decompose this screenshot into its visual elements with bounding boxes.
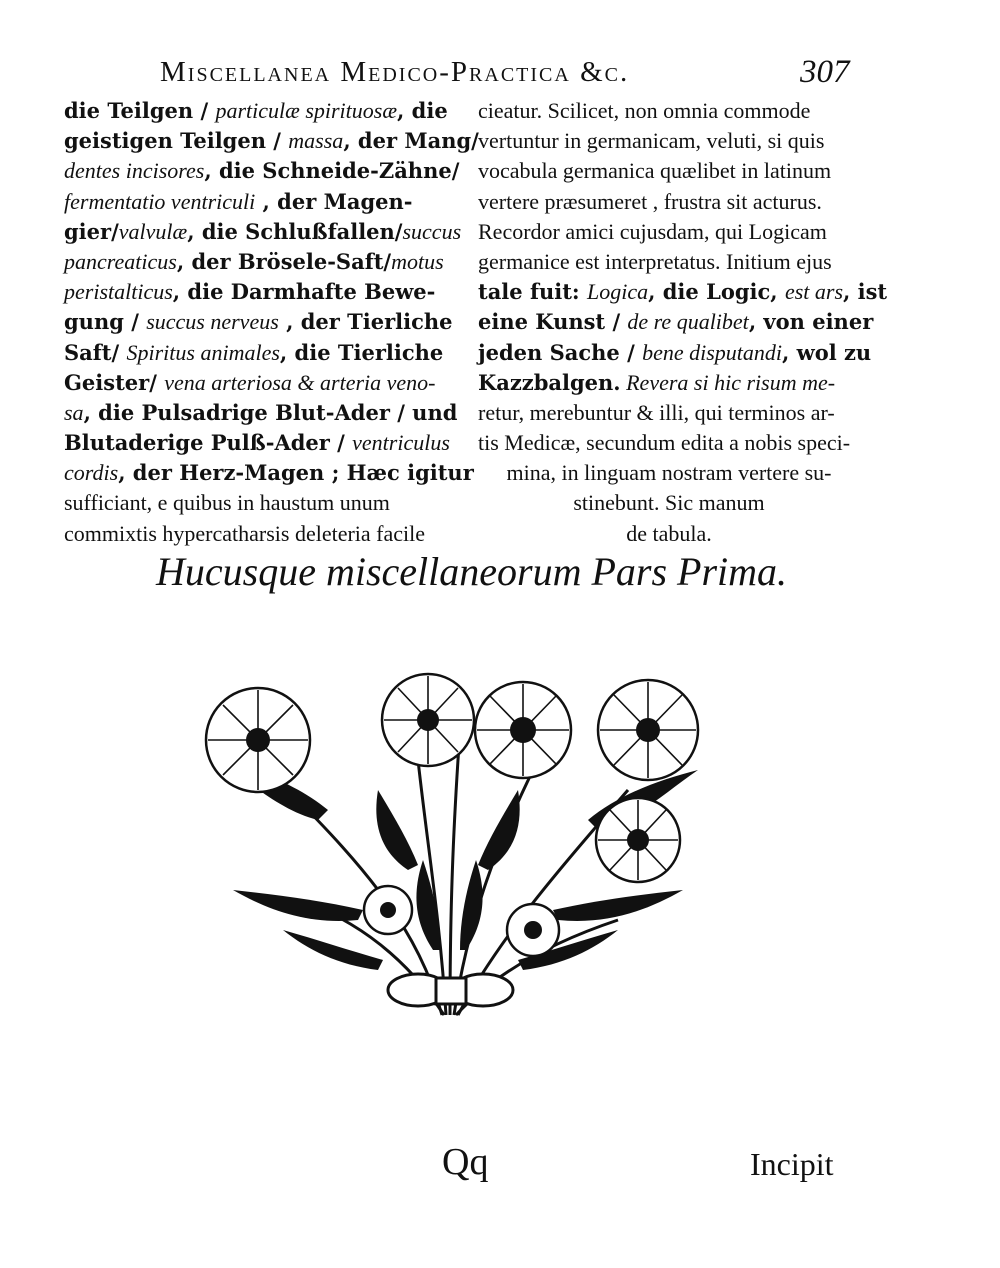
text-segment: , die Darmhafte Bewe- — [172, 279, 436, 305]
text-segment: , wol zu — [782, 339, 872, 365]
text-line — [64, 398, 464, 428]
text-segment: valvulæ — [118, 218, 188, 244]
text-line — [64, 428, 464, 458]
text-segment: Saft/ — [64, 339, 127, 365]
text-segment: geistigen Teilgen / — [64, 128, 289, 154]
text-line — [478, 156, 860, 186]
catchword: Incipit — [750, 1146, 834, 1182]
text-line — [478, 368, 860, 398]
text-segment: succus nerveus — [146, 309, 279, 335]
text-segment: eine Kunst / — [478, 309, 628, 335]
text-line — [478, 488, 860, 518]
text-segment: , die Logic, — [648, 279, 785, 305]
text-line — [64, 368, 464, 398]
text-segment: , der Tierliche — [278, 309, 453, 335]
text-line — [64, 187, 464, 217]
text-segment: pancreaticus — [64, 248, 177, 274]
text-segment: jeden Sache / — [478, 339, 643, 365]
text-line — [64, 519, 464, 549]
text-segment: sa — [64, 399, 84, 425]
text-line — [64, 277, 464, 307]
text-line — [478, 307, 874, 337]
text-segment: tis Medicæ, secundum edita a nobis speci- — [478, 430, 851, 456]
signature-mark: Qq — [442, 1141, 489, 1183]
text-line — [64, 307, 464, 337]
text-segment: vocabula germanica quælibet in latinum — [478, 158, 832, 184]
text-segment: , die Pulsadrige Blut-Ader / und — [83, 399, 458, 425]
text-line — [64, 458, 474, 488]
text-segment: stinebunt. Sic manum — [573, 490, 765, 516]
text-segment: motus — [391, 248, 444, 274]
text-segment: , die Tierliche — [279, 339, 444, 365]
text-line — [478, 398, 860, 428]
text-segment: de re qualibet — [627, 309, 749, 335]
text-segment: , ist — [843, 279, 888, 305]
text-segment: est ars — [784, 279, 843, 305]
text-segment: mina, in linguam nostram vertere su- — [506, 460, 832, 486]
text-line — [64, 338, 464, 368]
text-segment: , die — [397, 98, 448, 123]
text-segment: ventriculus — [352, 430, 450, 456]
text-line — [64, 96, 464, 126]
text-segment: sufficiant, e quibus in haustum unum — [64, 490, 390, 516]
floral-bouquet-woodcut-icon — [178, 670, 724, 1038]
text-line — [478, 96, 860, 126]
text-segment: Geister/ — [64, 369, 165, 395]
text-segment: particulæ spirituosæ — [215, 98, 398, 123]
text-line — [478, 458, 860, 488]
text-segment: , der Mang/ — [343, 128, 479, 154]
text-line — [478, 519, 860, 549]
text-segment: de tabula. — [626, 520, 712, 546]
text-segment: retur, merebuntur & illi, qui terminos ar- — [478, 399, 835, 425]
text-line — [478, 217, 860, 247]
text-segment: cieatur. Scilicet, non omnia commode — [478, 98, 811, 123]
text-segment: , die Schneide-Zähne/ — [204, 158, 460, 184]
text-segment: gier/ — [64, 218, 119, 244]
text-line — [478, 338, 872, 368]
text-segment: dentes incisores — [64, 158, 205, 184]
text-segment: vertere præsumeret , frustra sit acturus. — [478, 188, 822, 214]
text-segment: bene disputandi — [642, 339, 782, 365]
text-segment: Revera si hic risum me- — [620, 369, 836, 395]
text-line — [64, 126, 479, 156]
text-segment: peristalticus — [64, 279, 173, 305]
text-segment: Kazzbalgen. — [478, 369, 621, 395]
text-segment: , die Schlußfallen/ — [187, 218, 403, 244]
text-segment: cordis — [64, 460, 119, 486]
text-segment: , der Magen- — [255, 188, 413, 214]
text-line — [478, 126, 860, 156]
text-line — [478, 277, 888, 307]
running-head-title: Miscellanea Medico-Practica &c. — [160, 56, 630, 88]
text-segment: tale fuit: — [478, 279, 587, 305]
text-segment: germanice est interpretatus. Initium ejus — [478, 248, 832, 274]
text-segment: massa — [288, 128, 344, 154]
text-segment: Spiritus animales — [126, 339, 280, 365]
text-line — [64, 488, 464, 518]
right-text-column — [478, 96, 888, 549]
text-segment: Recordor amici cujusdam, qui Logicam — [478, 218, 827, 244]
left-text-column — [64, 96, 479, 549]
text-segment: fermentatio ventriculi — [64, 188, 256, 214]
section-end-heading: Hucusque miscellaneorum Pars Prima. — [156, 549, 788, 594]
page-number: 307 — [800, 54, 850, 90]
text-segment: vena arteriosa & arteria veno- — [164, 369, 436, 395]
text-segment: die Teilgen / — [64, 98, 216, 123]
text-line — [478, 428, 860, 458]
text-segment: vertuntur in germanicam, veluti, si quis — [478, 128, 825, 154]
text-segment: gung / — [64, 309, 147, 335]
text-segment: Blutaderige Pulß-Ader / — [64, 430, 353, 456]
text-line — [478, 187, 860, 217]
text-segment: , der Brösele-Saft/ — [176, 248, 392, 274]
text-segment: succus — [402, 218, 462, 244]
text-segment: Logica — [587, 279, 649, 305]
text-segment: commixtis hypercatharsis deleteria facile — [64, 520, 426, 546]
text-segment: , von einer — [748, 309, 874, 335]
text-line — [64, 217, 464, 247]
text-segment: , der Herz-Magen ; Hæc igitur — [118, 460, 474, 486]
text-line — [64, 156, 464, 186]
text-line — [478, 247, 860, 277]
text-line — [64, 247, 464, 277]
